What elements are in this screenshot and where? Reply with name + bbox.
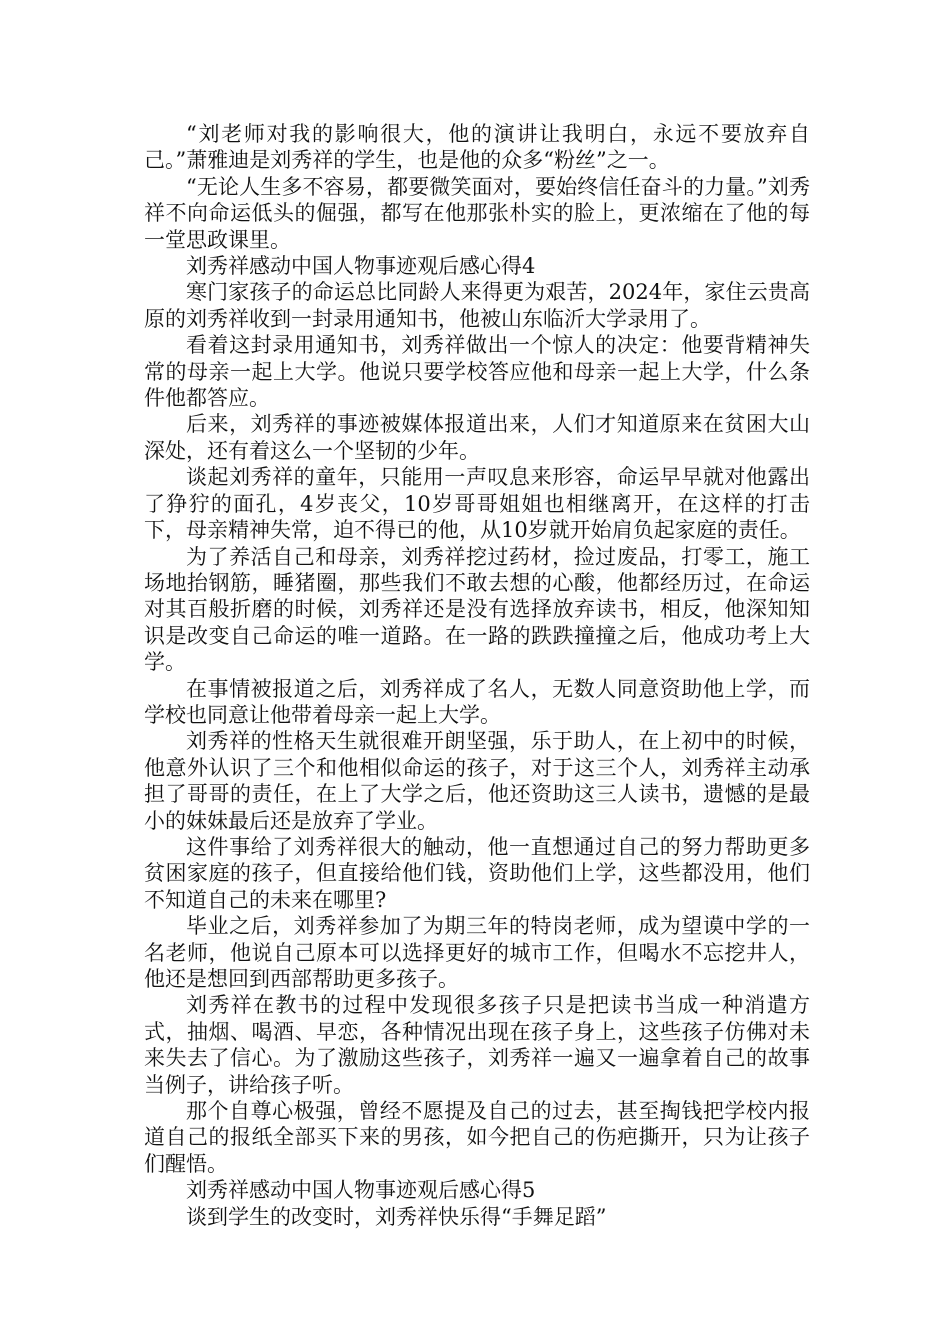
paragraph-admission: 寒门家孩子的命运总比同龄人来得更为艰苦，2024年，家住云贵高原的刘秀祥收到一封录用通知书，他被山东临沂大学录用了。	[144, 280, 810, 331]
paragraph-teaching: 刘秀祥在教书的过程中发现很多孩子只是把读书当成一种消遣方式，抽烟、喝酒、早恋，各种情况出现在孩子身上，这些孩子仿佛对未来失去了信心。为了激励这些孩子，刘秀祥一遍又一遍拿着自己的故事当例子，讲给孩子听。	[144, 993, 810, 1097]
paragraph-fame: 在事情被报道之后，刘秀祥成了名人，无数人同意资助他上学，而学校也同意让他带着母亲一起上大学。	[144, 676, 810, 727]
paragraph-quote-smile: “无论人生多不容易，都要微笑面对，要始终信任奋斗的力量。”刘秀祥不向命运低头的倔强，都写在他那张朴实的脸上，更浓缩在了他的每一堂思政课里。	[144, 174, 810, 252]
section-heading-4: 刘秀祥感动中国人物事迹观后感心得4	[186, 254, 536, 279]
paragraph-character: 刘秀祥的性格天生就很难开朗坚强，乐于助人，在上初中的时候，他意外认识了三个和他相似命运的孩子，对于这三个人，刘秀祥主动承担了哥哥的责任，在上了大学之后，他还资助这三人读书，遗憾的是最小的妹妹最后还是放弃了学业。	[144, 729, 810, 833]
document-body	[144, 121, 810, 1230]
paragraph-media-report: 后来，刘秀祥的事迹被媒体报道出来，人们才知道原来在贫困大山深处，还有着这么一个坚韧的少年。	[144, 412, 810, 463]
paragraph-quote-student: “刘老师对我的影响很大，他的演讲让我明白，永远不要放弃自己。”萧雅迪是刘秀祥的学生，也是他的众多“粉丝”之一。	[144, 122, 810, 173]
paragraph-scars: 那个自尊心极强，曾经不愿提及自己的过去，甚至掏钱把学校内报道自己的报纸全部买下来的男孩，如今把自己的伤疤撕开，只为让孩子们醒悟。	[144, 1099, 810, 1176]
paragraph-motivation: 这件事给了刘秀祥很大的触动，他一直想通过自己的努力帮助更多贫困家庭的孩子，但直接给他们钱，资助他们上学，这些都没用，他们不知道自己的未来在哪里?	[144, 834, 810, 912]
paragraph-childhood: 谈起刘秀祥的童年，只能用一声叹息来形容，命运早早就对他露出了狰狞的面孔，4岁丧父，10岁哥哥姐姐也相继离开，在这样的打击下，母亲精神失常，迫不得已的他，从10岁就开始肩负起家庭的责任。	[144, 465, 810, 543]
paragraph-hardship: 为了养活自己和母亲，刘秀祥挖过药材，捡过废品，打零工，施工场地抬钢筋，睡猪圈，那些我们不敢去想的心酸，他都经历过，在命运对其百般折磨的时候，刘秀祥还是没有选择放弃读书，相反，他深知知识是改变自己命运的唯一道路。在一路的跌跌撞撞之后，他成功考上大学。	[144, 544, 810, 675]
paragraph-student-change: 谈到学生的改变时，刘秀祥快乐得“手舞足蹈”	[186, 1204, 607, 1229]
paragraph-graduation: 毕业之后，刘秀祥参加了为期三年的特岗老师，成为望谟中学的一名老师，他说自己原本可以选择更好的城市工作，但喝水不忘挖井人，他还是想回到西部帮助更多孩子。	[144, 914, 810, 991]
section-heading-5: 刘秀祥感动中国人物事迹观后感心得5	[186, 1178, 536, 1203]
paragraph-decision: 看着这封录用通知书，刘秀祥做出一个惊人的决定：他要背精神失常的母亲一起上大学。他说只要学校答应他和母亲一起上大学，什么条件他都答应。	[144, 333, 810, 411]
